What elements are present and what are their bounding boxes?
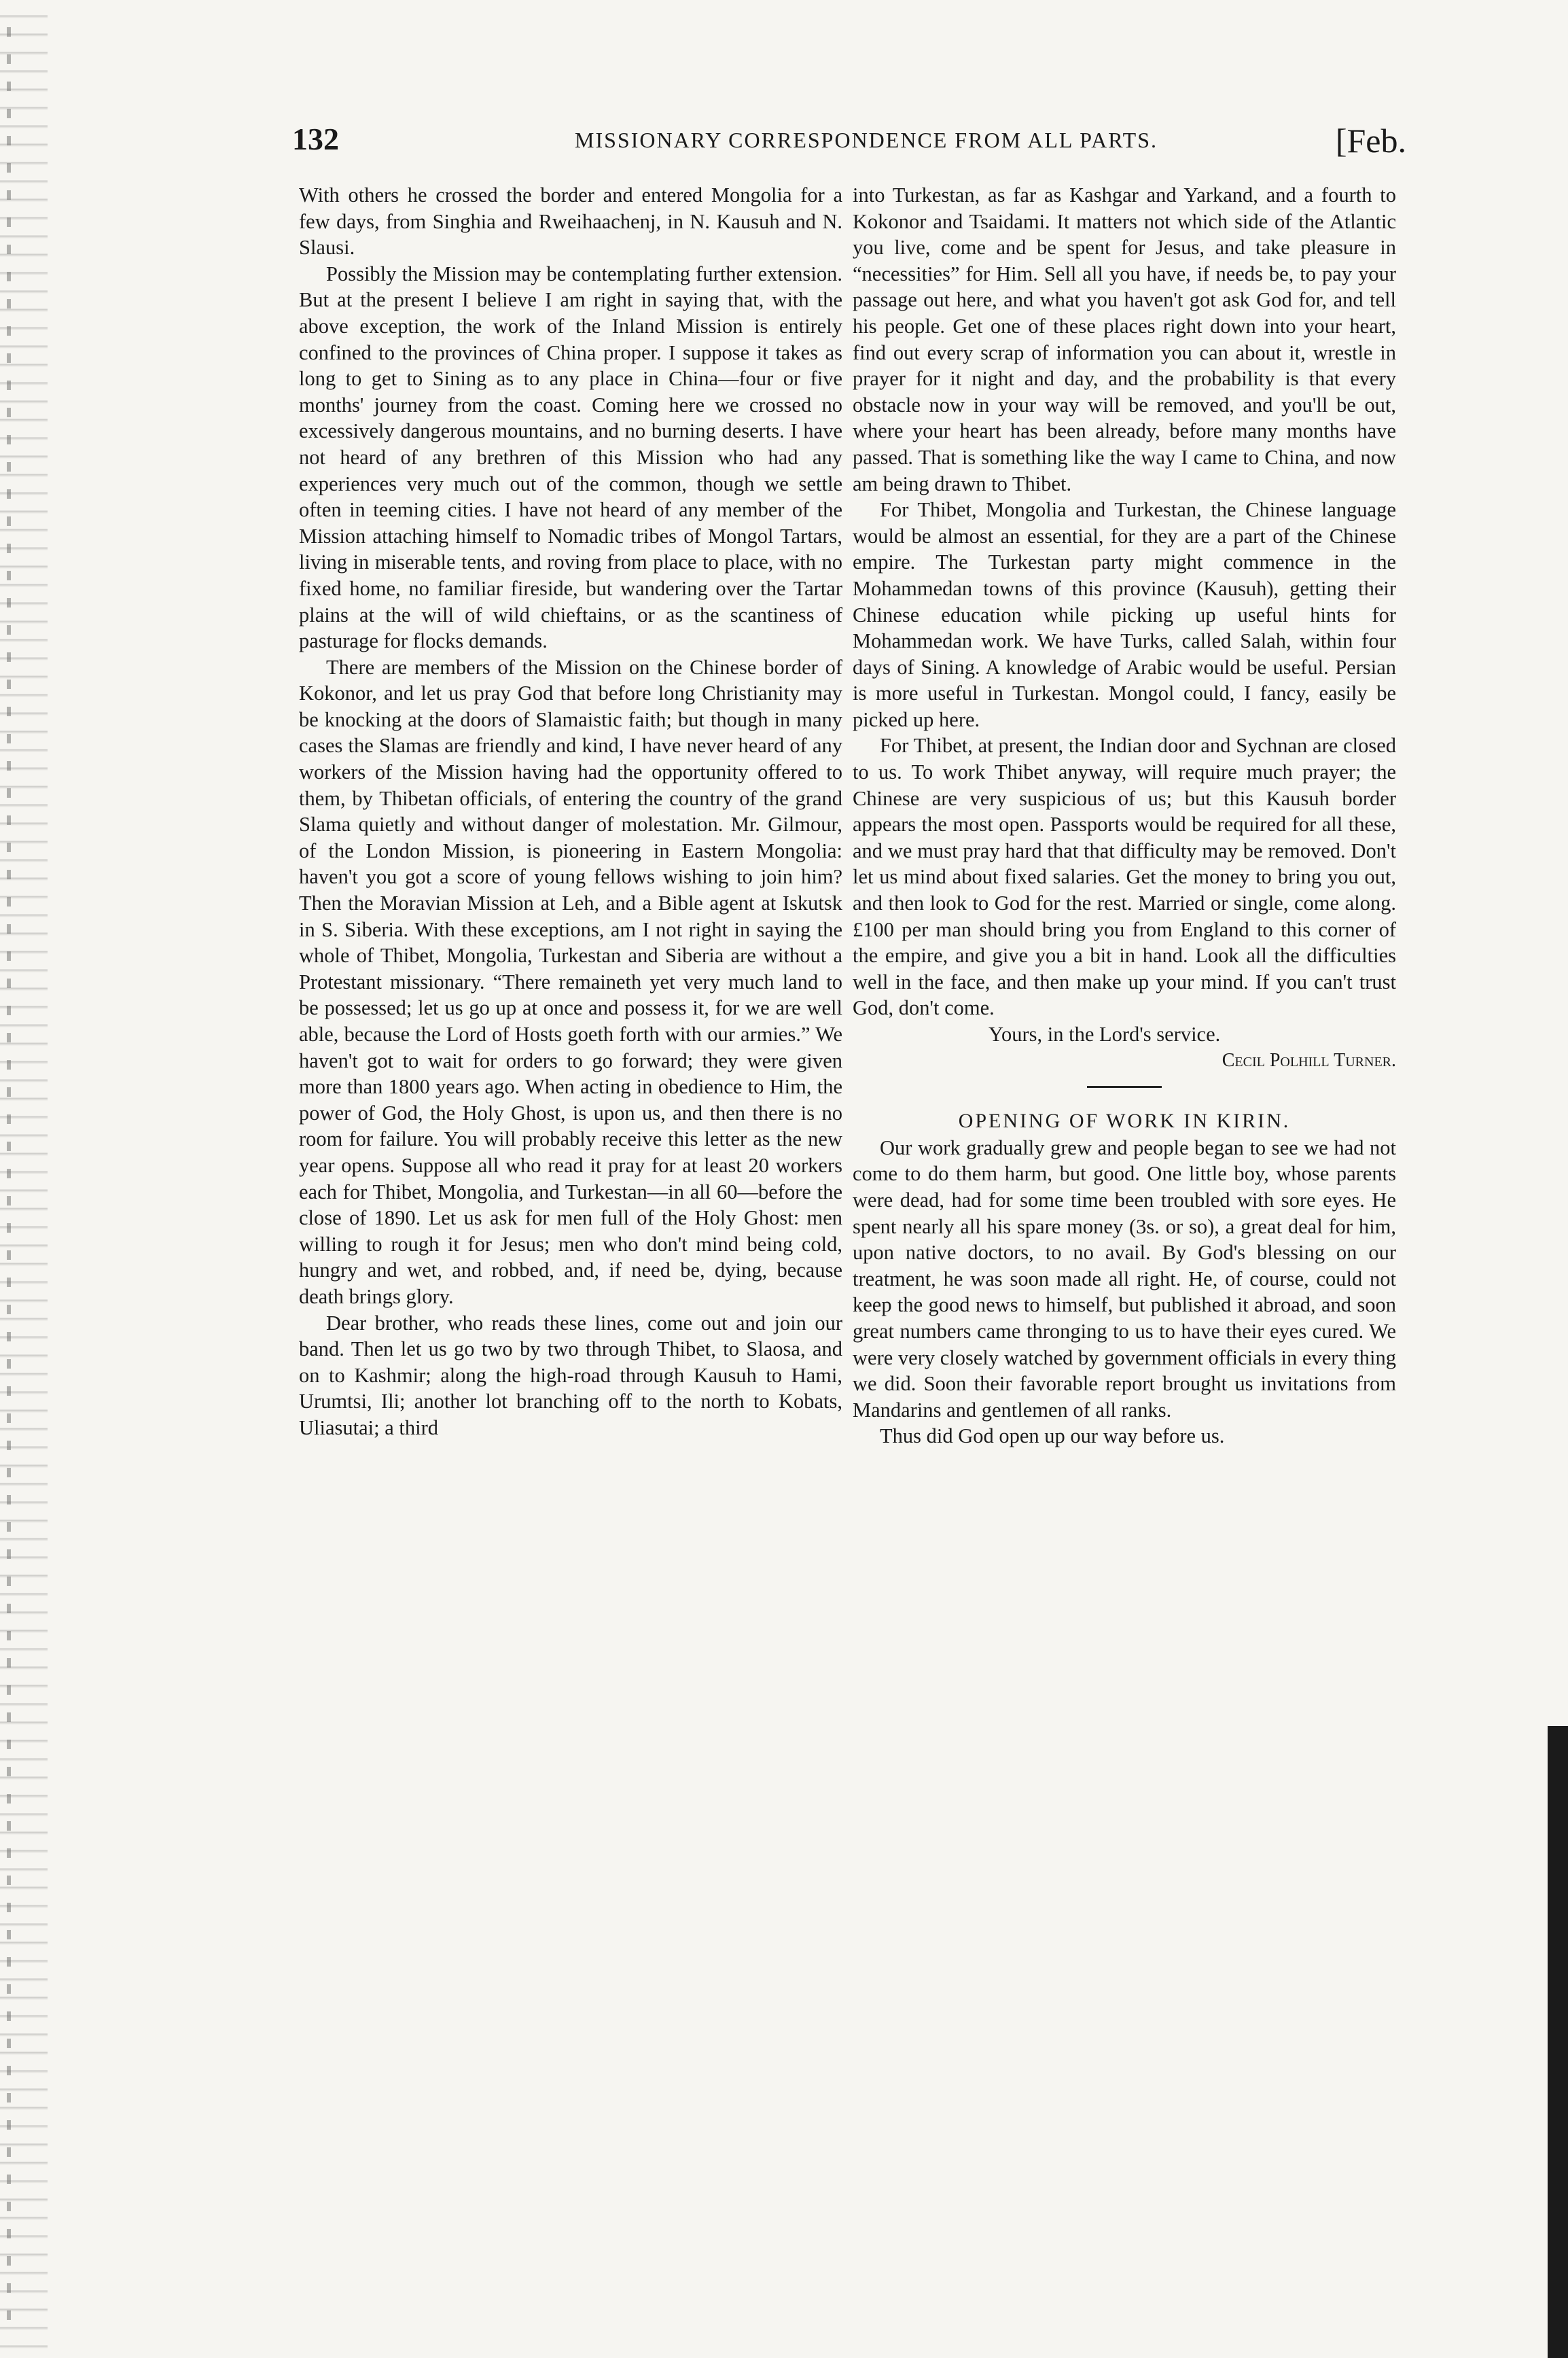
paragraph: There are members of the Mission on the Chinese border of Kokonor, and let us pray God that before long Christianity may be knocking at the doors of Slamaistic faith; but though in many cases the Slamas are friendly and kind, I have never heard of any workers of the Mission having had the opportunity offered to them, by Thibetan officials, of entering the country of the grand Slama quietly and without danger of molestation. Mr. Gilmour, of the London Mission, is pioneering in Eastern Mongolia: haven't you got a score of young fellows wishing to join him? Then the Moravian Mission at Leh, and a Bible agent at Iskutsk in S. Siberia. With these exceptions, am I not right in saying the whole of Thibet, Mongolia, Turkestan and Siberia are without a Protestant missionary. “There remaineth yet very much land to be possessed; let us go up at once and possess it, for we are well able, because the Lord of Hosts goeth forth with our armies.” We haven't got to wait for orders to go forward; they were given more than 1800 years ago. When acting in obedience to Him, the power of God, the Holy Ghost, is upon us, and then there is no room for failure. You will probably receive this letter as the new year opens. Suppose all who read it pray for at least 20 workers each for Thibet, Mongolia, and Turkestan—in all 60—before the close of 1890. Let us ask for men full of the Holy Ghost: men willing to rough it for Jesus; men who don't mind being cold, hungry and wet, and robbed, and, if need be, dying, because death brings glory. xyxy=(299,655,842,1308)
binding-edge-right xyxy=(1548,1726,1568,2358)
paragraph: Thus did God open up our way before us. xyxy=(880,1424,1225,1448)
section-divider xyxy=(1087,1086,1162,1088)
signature: Cecil Polhill Turner. xyxy=(1222,1049,1396,1071)
closing-line: Yours, in the Lord's service. xyxy=(988,1023,1221,1046)
paragraph: into Turkestan, as far as Kashgar and Yarkand, and a fourth to Kokonor and Tsaidami. It matters not which side of the Atlantic you live, come and be spent for Jesus, and take pleasure in “necessities” for Him. Sell all you have, if needs be, to pay your passage out here, and what you haven't got ask God for, and tell his people. Get one of these places right down into your heart, find out every scrap of information you can about it, wrestle in prayer for it night and day, and the probability is that every obstacle now in your way will be removed, and you'll be out, where your heart has been already, before many months have passed. That is something like the way I came to China, and now am being drawn to Thibet. xyxy=(853,183,1396,495)
running-head: MISSIONARY CORRESPONDENCE FROM ALL PARTS. xyxy=(574,128,1158,152)
left-column xyxy=(299,182,842,1441)
paragraph: Possibly the Mission may be contemplating further extension. But at the present I believe I am right in saying that, with the above exception, the work of the Inland Mission is entirely confined to the provinces of China proper. I suppose it takes as long to get to Sining as to any place in China—four or five months' journey from the coast. Coming here we crossed no excessively dangerous mountains, and no burning deserts. I have not heard of any brethren of this Mission who had any experiences very much out of the common, though we settle often in teeming cities. I have not heard of any member of the Mission attaching himself to Nomadic tribes of Mongol Tartars, living in miserable tents, and roving from place to place, with no fixed home, no familiar fireside, but wandering over the Tartar plains at the will of wild chieftains, or as the scantiness of pasturage for flocks demands. xyxy=(299,262,842,653)
page-number: 132 xyxy=(292,122,339,156)
page-header xyxy=(292,121,1406,169)
paragraph: For Thibet, Mongolia and Turkestan, the Chinese language would be almost an essential, for they are a part of the Chinese empire. The Turkestan party might commence in the Mohammedan towns of this province (Kausuh), getting their Chinese education while picking up useful hints for Mohammedan work. We have Turks, called Salah, within four days of Sining. A knowledge of Arabic would be useful. Persian is more useful in Turkestan. Mongol could, I fancy, easily be picked up here. xyxy=(853,498,1396,731)
paragraph: Dear brother, who reads these lines, come out and join our band. Then let us go two by two through Thibet, to Slaosa, and on to Kashmir; along the high-road through Kausuh to Hami, Urumtsi, Ili; another lot branching off to the north to Kobats, Uliasutai; a third xyxy=(299,1311,842,1439)
section-title: OPENING OF WORK IN KIRIN. xyxy=(958,1110,1291,1133)
header-month: [Feb. xyxy=(1335,122,1406,160)
binding-edge-left xyxy=(0,0,48,2356)
paragraph: For Thibet, at present, the Indian door and Sychnan are closed to us. To work Thibet anyway, will require much prayer; the Chinese are very suspicious of us; but this Kausuh border appears the most open. Passports would be required for all these, and we must pray hard that that difficulty may be removed. Don't let us mind about fixed salaries. Get the money to bring you out, and then look to God for the rest. Married or single, come along. £100 per man should bring you from England to this corner of the empire, and give you a bit in hand. Look all the difficulties well in the face, and then make up your mind. If you can't trust God, don't come. xyxy=(853,734,1396,1020)
paragraph: With others he crossed the border and entered Mongolia for a few days, from Singhia and Rweihaachenj, in N. Kausuh and N. Slausi. xyxy=(299,183,842,260)
paragraph: Our work gradually grew and people began to see we had not come to do them harm, but good. One little boy, whose parents were dead, had for some time been troubled with sore eyes. He spent nearly all his spare money (3s. or so), a great deal for him, upon native doctors, to no avail. By God's blessing on our treatment, he was soon made all right. He, of course, could not keep the good news to himself, but published it abroad, and soon great numbers came thronging to us to have their eyes cured. We were very closely watched by government officials in every thing we did. Soon their favorable report brought us invitations from Mandarins and gentlemen of all ranks. xyxy=(853,1136,1396,1422)
letter-signoff xyxy=(853,1021,1396,1074)
right-column xyxy=(853,182,1396,1449)
